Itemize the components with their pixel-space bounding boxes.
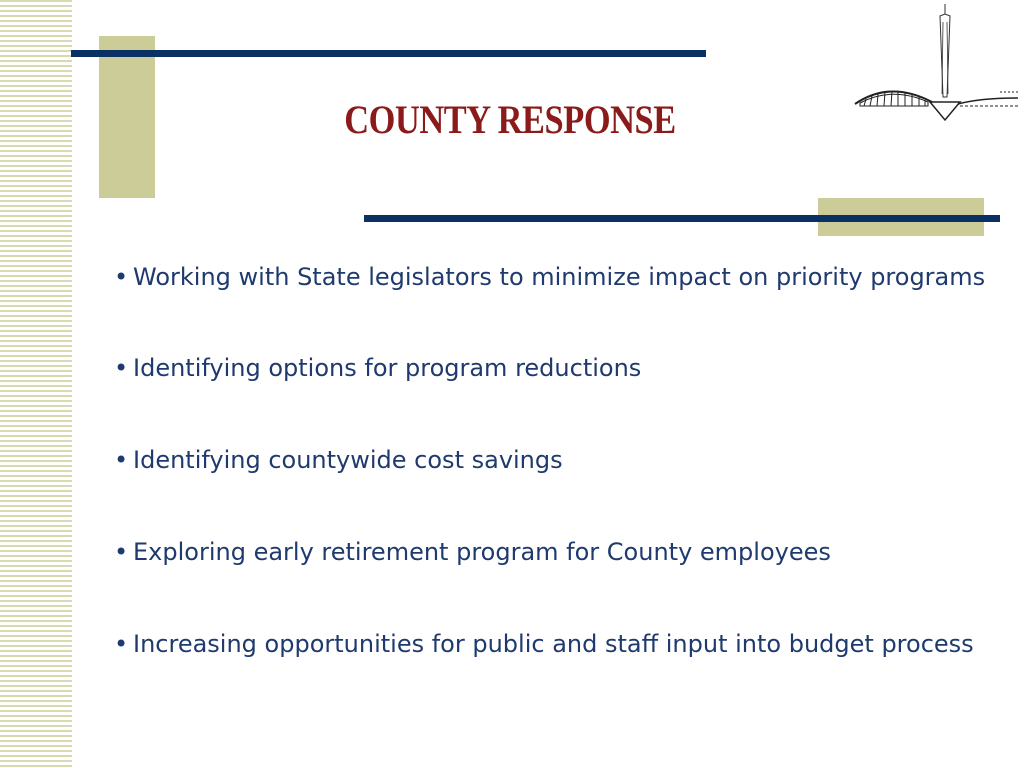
bullet-list — [112, 260, 1012, 661]
building-spire-logo-icon — [850, 2, 1020, 122]
bullet-item: • Identifying countywide cost savings — [112, 443, 1012, 477]
bullet-item: • Identifying options for program reductions — [112, 351, 1012, 385]
bullet-item: • Increasing opportunities for public and staff input into budget process — [112, 627, 1012, 661]
navy-rule-middle — [364, 215, 1000, 222]
bullet-item: • Working with State legislators to minimize impact on priority programs — [112, 260, 1012, 294]
slide-title: COUNTY RESPONSE — [344, 97, 676, 142]
tan-accent-block-top — [99, 36, 155, 198]
bullet-item: • Exploring early retirement program for County employees — [112, 535, 1012, 569]
navy-rule-top — [71, 50, 706, 57]
left-stripe-border — [0, 0, 72, 768]
